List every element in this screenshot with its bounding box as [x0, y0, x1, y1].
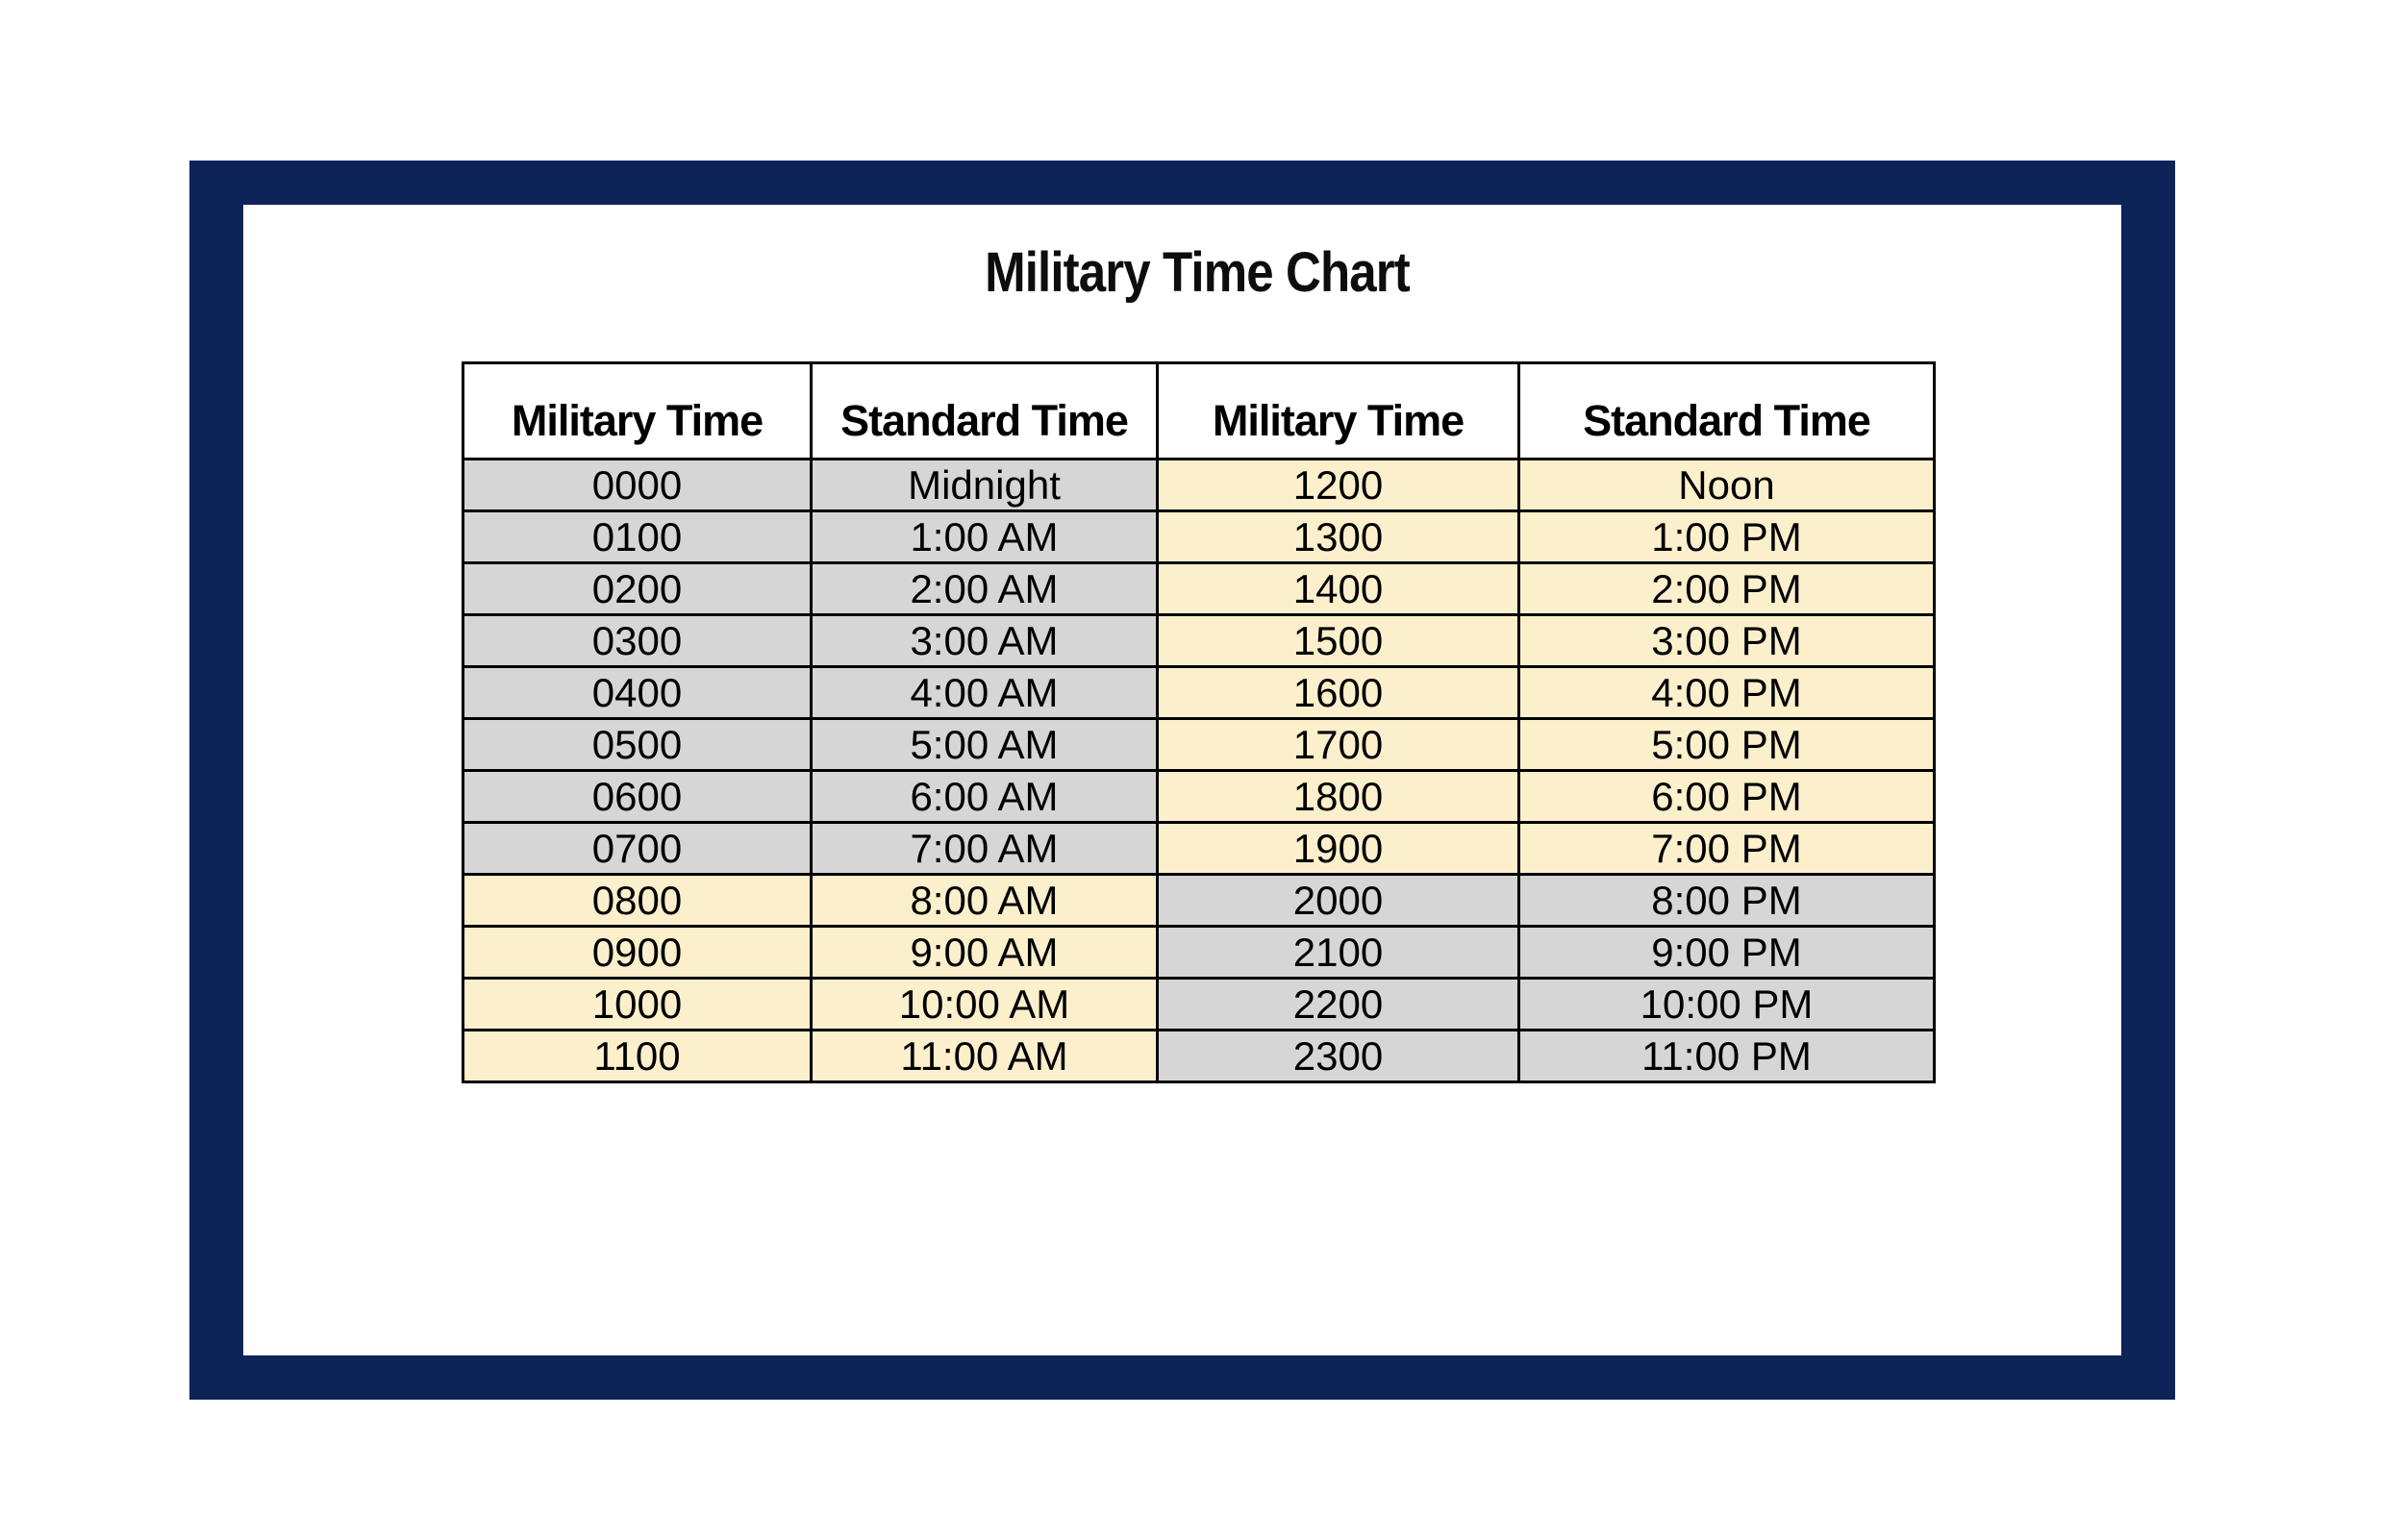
table-row	[463, 563, 1935, 615]
cell-standard-time-left: 11:00 AM	[812, 1031, 1158, 1082]
cell-standard-time-left: 2:00 AM	[812, 563, 1158, 615]
military-time-table	[462, 361, 1936, 1083]
cell-standard-time-left: 1:00 AM	[812, 511, 1158, 563]
page-title: Military Time Chart	[985, 241, 1410, 304]
table-row	[463, 615, 1935, 667]
cell-military-time-right: 1700	[1158, 719, 1519, 771]
cell-standard-time-left: 7:00 AM	[812, 823, 1158, 875]
cell-standard-time-right: Noon	[1519, 460, 1935, 511]
table-row	[463, 771, 1935, 823]
cell-military-time-left: 0700	[463, 823, 812, 875]
table-row	[463, 875, 1935, 927]
cell-military-time-right: 2200	[1158, 979, 1519, 1031]
cell-standard-time-left: 8:00 AM	[812, 875, 1158, 927]
cell-military-time-left: 0900	[463, 927, 812, 979]
cell-military-time-left: 0300	[463, 615, 812, 667]
cell-standard-time-right: 9:00 PM	[1519, 927, 1935, 979]
cell-military-time-right: 1800	[1158, 771, 1519, 823]
table-row	[463, 979, 1935, 1031]
table-row	[463, 511, 1935, 563]
cell-military-time-left: 0000	[463, 460, 812, 511]
cell-standard-time-right: 7:00 PM	[1519, 823, 1935, 875]
cell-military-time-left: 0200	[463, 563, 812, 615]
cell-military-time-left: 0100	[463, 511, 812, 563]
cell-military-time-left: 0600	[463, 771, 812, 823]
cell-standard-time-left: 4:00 AM	[812, 667, 1158, 719]
cell-standard-time-right: 3:00 PM	[1519, 615, 1935, 667]
cell-standard-time-right: 10:00 PM	[1519, 979, 1935, 1031]
cell-military-time-right: 2000	[1158, 875, 1519, 927]
cell-standard-time-right: 8:00 PM	[1519, 875, 1935, 927]
cell-standard-time-left: 5:00 AM	[812, 719, 1158, 771]
cell-military-time-right: 1200	[1158, 460, 1519, 511]
cell-military-time-left: 0500	[463, 719, 812, 771]
cell-military-time-left: 0400	[463, 667, 812, 719]
cell-standard-time-left: 9:00 AM	[812, 927, 1158, 979]
cell-military-time-right: 1900	[1158, 823, 1519, 875]
cell-standard-time-right: 6:00 PM	[1519, 771, 1935, 823]
cell-standard-time-left: 6:00 AM	[812, 771, 1158, 823]
cell-standard-time-left: Midnight	[812, 460, 1158, 511]
cell-standard-time-right: 4:00 PM	[1519, 667, 1935, 719]
col-header-standard-time-right: Standard Time	[1519, 363, 1935, 460]
table-row	[463, 667, 1935, 719]
cell-military-time-right: 1300	[1158, 511, 1519, 563]
cell-standard-time-right: 11:00 PM	[1519, 1031, 1935, 1082]
table-row	[463, 460, 1935, 511]
cell-military-time-left: 1100	[463, 1031, 812, 1082]
col-header-military-time-left: Military Time	[463, 363, 812, 460]
table-row	[463, 927, 1935, 979]
header-row	[463, 363, 1935, 460]
cell-military-time-left: 0800	[463, 875, 812, 927]
cell-standard-time-right: 2:00 PM	[1519, 563, 1935, 615]
cell-standard-time-left: 10:00 AM	[812, 979, 1158, 1031]
cell-military-time-right: 2100	[1158, 927, 1519, 979]
cell-standard-time-right: 5:00 PM	[1519, 719, 1935, 771]
cell-military-time-right: 1600	[1158, 667, 1519, 719]
col-header-military-time-right: Military Time	[1158, 363, 1519, 460]
table-body	[463, 460, 1935, 1082]
cell-military-time-right: 1500	[1158, 615, 1519, 667]
cell-standard-time-right: 1:00 PM	[1519, 511, 1935, 563]
cell-military-time-left: 1000	[463, 979, 812, 1031]
cell-military-time-right: 2300	[1158, 1031, 1519, 1082]
col-header-standard-time-left: Standard Time	[812, 363, 1158, 460]
cell-standard-time-left: 3:00 AM	[812, 615, 1158, 667]
cell-military-time-right: 1400	[1158, 563, 1519, 615]
table-row	[463, 1031, 1935, 1082]
table-row	[463, 823, 1935, 875]
table-row	[463, 719, 1935, 771]
